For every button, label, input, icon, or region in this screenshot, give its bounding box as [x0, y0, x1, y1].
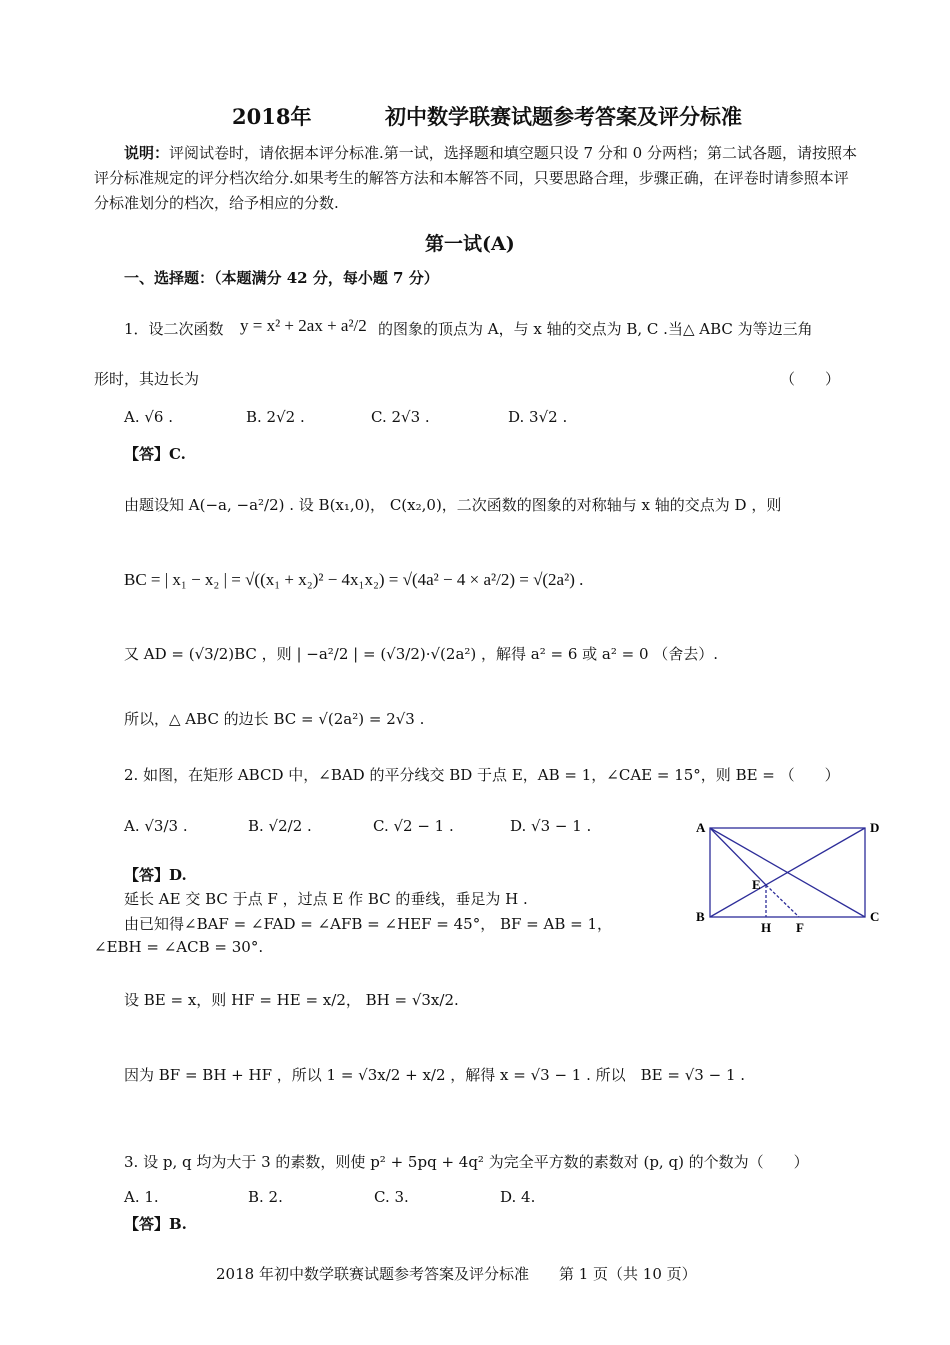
q3-answer: 【答】B. [124, 1215, 187, 1233]
q1-text-2: 形时，其边长为 [94, 370, 200, 388]
page-title: 初中数学联赛试题参考答案及评分标准 [385, 104, 742, 129]
q2-option-d: D. √3 − 1 . [510, 817, 592, 835]
q3-option-a: A. 1. [124, 1188, 159, 1206]
q1-solution-4: 所以，△ ABC 的边长 BC = √(2a²) = 2√3 . [124, 710, 425, 728]
q1-option-c: C. 2√3 . [371, 408, 430, 426]
q1-formula: y = x² + 2ax + a²/2 [240, 316, 367, 335]
label-h: H [761, 920, 772, 935]
q1-option-a: A. √6 . [124, 408, 174, 426]
part1-heading: 一、选择题：（本题满分 42 分，每小题 7 分） [124, 269, 439, 287]
q1-option-b: B. 2√2 . [246, 408, 305, 426]
q2-solution-5: 因为 BF = BH + HF ，所以 1 = √3x/2 + x/2 ，解得 x = √3 − 1 . 所以 BE = √3 − 1 . [124, 1066, 746, 1084]
q2-option-c: C. √2 − 1 . [373, 817, 454, 835]
label-a: A [696, 820, 706, 835]
label-e: E [752, 877, 761, 892]
label-c: C [870, 909, 880, 924]
note-paragraph [94, 141, 862, 216]
q2-solution-3: ∠EBH = ∠ACB = 30°. [94, 938, 264, 956]
q3-text: 3. 设 p, q 均为大于 3 的素数，则使 p² + 5pq + 4q² 为完全平方数的素数对 (p, q) 的个数为（ ） [124, 1153, 809, 1171]
q2-solution-4: 设 BE = x，则 HF = HE = x/2， BH = √3x/2. [124, 991, 459, 1009]
q1-option-d: D. 3√2 . [508, 408, 568, 426]
q2-solution-2: 由已知得∠BAF = ∠FAD = ∠AFB = ∠HEF = 45°， BF = AB = 1， [124, 915, 613, 933]
q3-option-d: D. 4. [500, 1188, 536, 1206]
title-year: 2018年 [232, 104, 312, 129]
q2-answer: 【答】D. [124, 866, 187, 884]
q2-option-b: B. √2/2 . [248, 817, 312, 835]
q1-solution-1: 由题设知 A(−a, −a²/2) . 设 B(x₁,0)， C(x₂,0)，二次函数的图象的对称轴与 x 轴的交点为 D ，则 [124, 496, 782, 514]
q1-lead: 1．设二次函数 [124, 320, 224, 338]
label-f: F [796, 920, 804, 935]
q1-solution-3: 又 AD = (√3/2)BC ，则 | −a²/2 | = (√3/2)·√(2a²) ，解得 a² = 6 或 a² = 0 （舍去）. [124, 645, 719, 663]
q2-option-a: A. √3/3 . [124, 817, 188, 835]
rectangle-figure [690, 815, 890, 940]
q1-text: 的图象的顶点为 A，与 x 轴的交点为 B, C .当△ ABC 为等边三角 [378, 320, 813, 338]
section-heading: 第一试(A) [425, 233, 515, 255]
q3-option-c: C. 3. [374, 1188, 409, 1206]
q3-option-b: B. 2. [248, 1188, 283, 1206]
label-d: D [870, 820, 880, 835]
q1-answer: 【答】C. [124, 445, 186, 463]
note-text: 评阅试卷时，请依据本评分标准.第一试，选择题和填空题只设 7 分和 0 分两档；第二试各题，请按照本评分标准规定的评分档次给分.如果考生的解答方法和本解答不同，只要思路合理，步骤正确，在评卷时请参照本评分标准划分的档次，给予相应的分数. [94, 144, 857, 212]
q2-text: 2. 如图，在矩形 ABCD 中，∠BAD 的平分线交 BD 于点 E，AB = 1，∠CAE = 15°，则 BE = （ ） [124, 766, 840, 784]
label-b: B [696, 909, 705, 924]
segment-ef [766, 885, 799, 917]
q2-solution-1: 延长 AE 交 BC 于点 F ，过点 E 作 BC 的垂线，垂足为 H . [124, 890, 528, 908]
q1-answer-paren: （ ） [780, 370, 841, 388]
note-label: 说明： [124, 144, 170, 162]
q1-solution-2: BC = | x₁ − x₂ | = √((x₁ + x₂)² − 4x₁x₂) = √(4a² − 4 × a²/2) = √(2a²) . [124, 570, 584, 589]
page-footer: 2018 年初中数学联赛试题参考答案及评分标准 第 1 页（共 10 页） [216, 1265, 697, 1283]
